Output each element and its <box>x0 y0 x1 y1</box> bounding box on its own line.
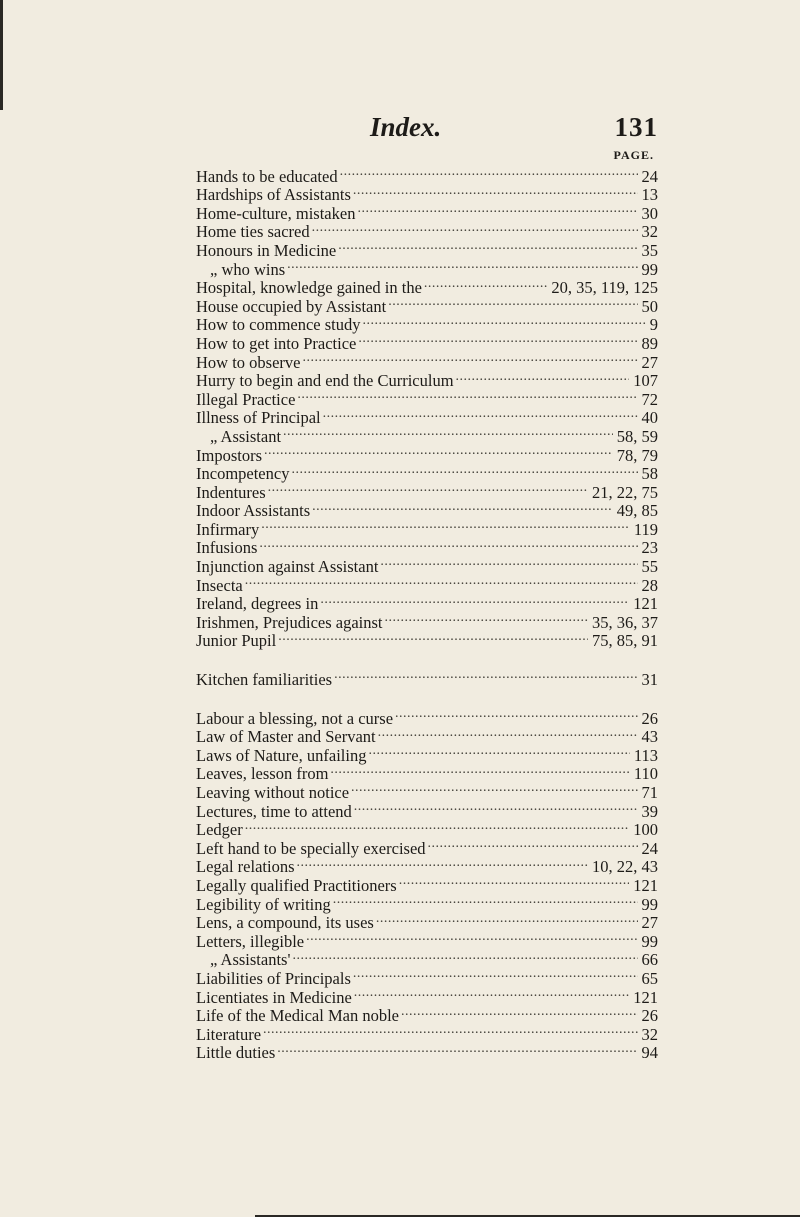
entry-pages: 9 <box>649 315 658 335</box>
leader-dots <box>263 1021 637 1040</box>
entry-label: Incompetency <box>196 464 290 484</box>
index-entry <box>196 368 658 391</box>
leader-dots <box>395 705 637 724</box>
entry-label: Infirmary <box>196 519 260 539</box>
entry-pages: 99 <box>641 259 658 279</box>
leader-dots <box>351 779 637 798</box>
index-entry <box>196 666 658 690</box>
index-entry <box>196 330 658 353</box>
leader-dots <box>268 479 588 498</box>
entry-pages: 27 <box>641 913 658 933</box>
entry-label: Left hand to be specially exercised <box>196 838 426 858</box>
entry-pages: 13 <box>641 185 658 205</box>
entry-label: „ Assistant <box>210 426 282 446</box>
entry-label: Little duties <box>196 1043 276 1063</box>
entry-label: Hands to be educated <box>196 166 338 186</box>
index-entry <box>196 275 658 298</box>
leader-dots <box>330 761 629 780</box>
leader-dots <box>287 256 637 275</box>
index-entry <box>196 572 658 595</box>
index-entry <box>196 817 658 840</box>
entry-pages: 113 <box>633 745 658 765</box>
entry-pages: 26 <box>641 708 658 728</box>
leader-dots <box>357 200 637 219</box>
entry-pages: 32 <box>641 1024 658 1044</box>
leader-dots <box>385 609 589 628</box>
entry-label: Insecta <box>196 575 243 595</box>
entry-label: Indentures <box>196 482 266 502</box>
entry-pages: 58 <box>641 464 658 484</box>
entry-label: Lectures, time to attend <box>196 801 352 821</box>
leader-dots <box>338 237 637 256</box>
entry-pages: 35, 36, 37 <box>592 612 658 632</box>
entry-pages: 40 <box>641 408 658 428</box>
entry-label: Irishmen, Prejudices against <box>196 612 383 632</box>
entry-label: Legibility of writing <box>196 894 331 914</box>
leader-dots <box>277 1040 637 1059</box>
index-entry <box>196 461 658 484</box>
entry-label: Life of the Medical Man noble <box>196 1006 399 1026</box>
leader-dots <box>291 461 637 480</box>
index-entry <box>196 312 658 335</box>
index-entry <box>196 405 658 428</box>
entry-pages: 32 <box>641 222 658 242</box>
leader-dots <box>264 442 613 461</box>
index-entry <box>196 516 658 539</box>
leader-dots <box>353 182 638 201</box>
index-group <box>196 666 658 690</box>
entry-pages: 49, 85 <box>616 501 658 521</box>
index-entry <box>196 854 658 877</box>
leader-dots <box>354 798 638 817</box>
entry-pages: 71 <box>641 783 658 802</box>
entry-pages: 20, 35, 119, 125 <box>551 278 658 298</box>
index-entry <box>196 182 658 205</box>
leader-dots <box>306 928 637 947</box>
entry-label: Law of Master and Servant <box>196 727 376 747</box>
entry-label: „ who wins <box>210 259 286 279</box>
leader-dots <box>245 572 638 591</box>
entry-pages: 55 <box>641 557 658 577</box>
leader-dots <box>320 591 629 610</box>
page-column-label: PAGE. <box>613 148 654 162</box>
entry-label: Letters, illegible <box>196 931 305 951</box>
entry-pages: 100 <box>633 820 658 840</box>
leader-dots <box>399 872 630 891</box>
entry-label: Leaves, lesson from <box>196 764 329 784</box>
leader-dots <box>363 312 646 331</box>
entry-label: Liabilities of Principals <box>196 968 351 988</box>
leader-dots <box>401 1003 638 1022</box>
entry-pages: 65 <box>641 968 658 988</box>
leader-dots <box>353 965 638 984</box>
entry-label: Legal relations <box>196 857 295 877</box>
entry-pages: 35 <box>641 240 658 260</box>
entry-pages: 43 <box>641 727 658 747</box>
entry-label: Leaving without notice <box>196 783 350 802</box>
leader-dots <box>302 349 637 368</box>
entry-label: Hurry to begin and end the Curriculum <box>196 371 454 391</box>
index-entry <box>196 965 658 988</box>
entry-pages: 107 <box>633 371 658 391</box>
index-entry <box>196 872 658 895</box>
index-entry <box>196 835 658 858</box>
entry-label: Junior Pupil <box>196 631 277 651</box>
leader-dots <box>333 891 638 910</box>
index-entry <box>196 535 658 558</box>
entry-label: Injunction against Assistant <box>196 557 379 577</box>
entry-pages: 94 <box>641 1043 658 1063</box>
entry-pages: 110 <box>633 764 658 784</box>
entry-pages: 121 <box>633 875 658 895</box>
entry-label: House occupied by Assistant <box>196 296 387 316</box>
leader-dots <box>297 386 637 405</box>
index-entry <box>196 1003 658 1026</box>
entry-label: Ireland, degrees in <box>196 594 319 614</box>
entry-label: Illness of Principal <box>196 408 321 428</box>
leader-dots <box>368 742 629 761</box>
entry-pages: 78, 79 <box>616 445 658 465</box>
index-entries <box>196 163 658 1063</box>
entry-label: Home ties sacred <box>196 222 310 242</box>
index-entry <box>196 442 658 465</box>
entry-pages: 23 <box>641 538 658 558</box>
index-group <box>196 705 658 1063</box>
leader-dots <box>378 724 638 743</box>
entry-pages: 26 <box>641 1006 658 1026</box>
leader-dots <box>259 535 637 554</box>
index-entry <box>196 423 658 446</box>
entry-label: How to observe <box>196 352 301 372</box>
leader-dots <box>424 275 547 294</box>
index-entry <box>196 237 658 260</box>
entry-pages: 50 <box>641 296 658 316</box>
entry-pages: 21, 22, 75 <box>592 482 658 502</box>
entry-label: Infusions <box>196 538 258 558</box>
entry-pages: 24 <box>641 166 658 186</box>
index-entry <box>196 609 658 632</box>
entry-pages: 75, 85, 91 <box>592 631 658 651</box>
entry-pages: 28 <box>641 575 658 595</box>
leader-dots <box>358 330 637 349</box>
entry-label: Licentiates in Medicine <box>196 987 352 1007</box>
leader-dots <box>388 293 637 312</box>
index-entry <box>196 163 658 186</box>
index-entry <box>196 724 658 747</box>
leader-dots <box>278 628 588 647</box>
leader-dots <box>292 947 637 966</box>
entry-label: How to commence study <box>196 315 361 335</box>
entry-pages: 31 <box>641 670 658 690</box>
index-entry <box>196 761 658 784</box>
leader-dots <box>380 553 637 572</box>
index-entry <box>196 1021 658 1044</box>
entry-label: Impostors <box>196 445 262 465</box>
entry-label: Home-culture, mistaken <box>196 203 356 223</box>
entry-pages: 72 <box>641 389 658 409</box>
leader-dots <box>456 368 630 387</box>
leader-dots <box>245 817 630 836</box>
entry-label: Lens, a compound, its uses <box>196 913 374 933</box>
entry-label: „ Assistants' <box>210 950 291 970</box>
leader-dots <box>354 984 629 1003</box>
page-edge-line <box>0 0 3 110</box>
leader-dots <box>297 854 588 873</box>
entry-label: How to get into Practice <box>196 333 357 353</box>
entry-label: Labour a blessing, not a curse <box>196 708 394 728</box>
entry-label: Hardships of Assistants <box>196 185 351 205</box>
entry-pages: 121 <box>633 987 658 1007</box>
entry-pages: 10, 22, 43 <box>592 857 658 877</box>
entry-pages: 99 <box>641 894 658 914</box>
entry-label: Honours in Medicine <box>196 240 337 260</box>
index-entry <box>196 591 658 614</box>
index-entry <box>196 219 658 242</box>
entry-pages: 66 <box>641 950 658 970</box>
leader-dots <box>283 423 613 442</box>
entry-pages: 121 <box>633 594 658 614</box>
index-entry <box>196 705 658 728</box>
leader-dots <box>312 498 613 517</box>
index-entry <box>196 947 658 970</box>
leader-dots <box>376 910 638 929</box>
leader-dots <box>261 516 630 535</box>
index-entry <box>196 910 658 933</box>
leader-dots <box>340 163 638 182</box>
entry-pages: 99 <box>641 931 658 951</box>
entry-label: Kitchen familiarities <box>196 670 333 690</box>
entry-label: Illegal Practice <box>196 389 296 409</box>
leader-dots <box>312 219 638 238</box>
index-entry <box>196 779 658 802</box>
page-header <box>370 112 658 143</box>
leader-dots <box>334 666 637 685</box>
entry-pages: 119 <box>633 519 658 539</box>
entry-pages: 24 <box>641 838 658 858</box>
entry-pages: 30 <box>641 203 658 223</box>
entry-label: Legally qualified Practitioners <box>196 875 397 895</box>
leader-dots <box>428 835 638 854</box>
leader-dots <box>323 405 638 424</box>
entry-pages: 89 <box>641 333 658 353</box>
entry-label: Laws of Nature, unfailing <box>196 745 367 765</box>
entry-label: Literature <box>196 1024 262 1044</box>
entry-label: Indoor Assistants <box>196 501 311 521</box>
entry-label: Ledger <box>196 820 243 840</box>
index-entry <box>196 498 658 521</box>
index-entry <box>196 1040 658 1063</box>
entry-label: Hospital, knowledge gained in the <box>196 278 422 298</box>
page-number: 131 <box>614 112 658 142</box>
index-entry <box>196 553 658 577</box>
entry-pages: 27 <box>641 352 658 372</box>
running-title: Index. <box>370 112 442 142</box>
entry-pages: 39 <box>641 801 658 821</box>
entry-pages: 58, 59 <box>616 426 658 446</box>
index-group <box>196 163 658 651</box>
